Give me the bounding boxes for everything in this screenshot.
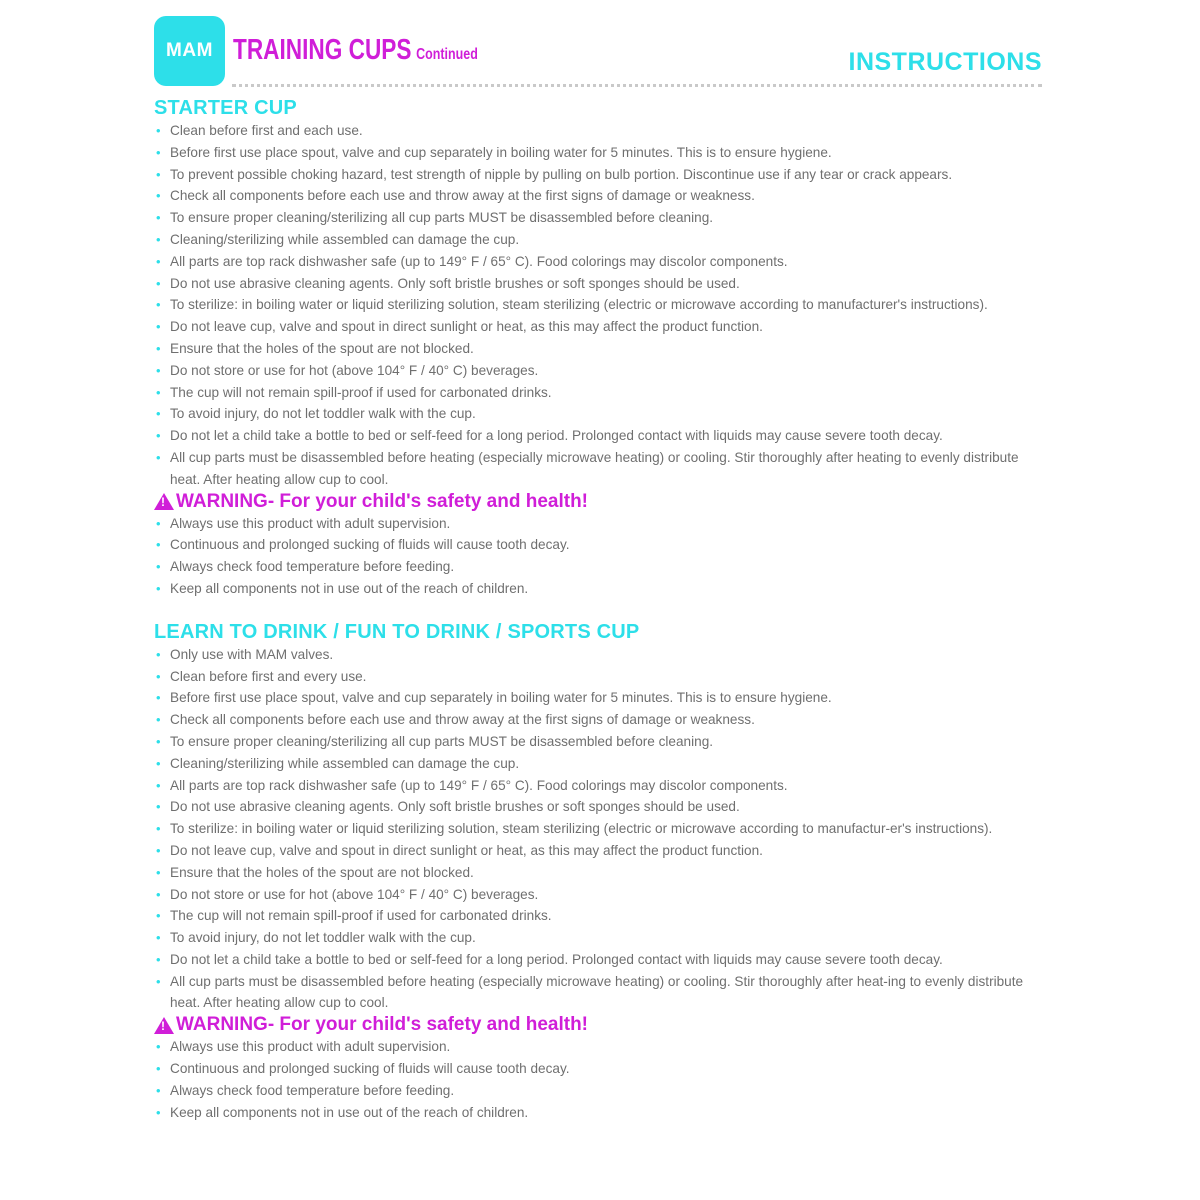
list-item-text: The cup will not remain spill-proof if used for carbonated drinks.	[170, 384, 552, 400]
list-item	[154, 142, 1044, 164]
warning-list	[154, 1036, 1044, 1123]
logo-text: MAM	[166, 40, 213, 61]
list-item-text: Do not let a child take a bottle to bed or self-feed for a long period. Prolonged contact with liquids may cause severe tooth decay.	[170, 951, 943, 967]
list-item	[154, 338, 1044, 360]
bullet-icon: •	[156, 406, 161, 422]
section-title: STARTER CUP	[154, 97, 297, 119]
warning-icon	[154, 493, 174, 510]
list-item-text: To ensure proper cleaning/sterilizing all cup parts MUST be disassembled before cleaning.	[170, 733, 714, 749]
bullet-icon: •	[156, 777, 161, 793]
list-item-text: All cup parts must be disassembled before heating (especially microwave heating) or cooling. Stir thoroughly after heating to evenly distribute heat. After heating allow cup to cool.	[170, 449, 1019, 487]
list-item-text: Cleaning/sterilizing while assembled can damage the cup.	[170, 231, 520, 247]
instruction-list	[154, 644, 1044, 1015]
list-item	[154, 1102, 1044, 1124]
warning-heading	[154, 491, 1044, 513]
list-item-text: Do not leave cup, valve and spout in direct sunlight or heat, as this may affect the product function.	[170, 319, 763, 335]
list-item-text: To avoid injury, do not let toddler walk with the cup.	[170, 930, 476, 946]
list-item-text: Continuous and prolonged sucking of fluids will cause tooth decay.	[170, 537, 570, 553]
list-item	[154, 316, 1044, 338]
bullet-icon: •	[156, 231, 161, 247]
bullet-icon: •	[156, 515, 161, 531]
list-item	[154, 425, 1044, 447]
page-title-suffix: Continued	[416, 46, 478, 63]
list-item	[154, 1080, 1044, 1102]
bullet-icon: •	[156, 930, 161, 946]
section-starter-cup	[154, 96, 1044, 600]
list-item	[154, 884, 1044, 906]
list-item	[154, 818, 1044, 840]
list-item-text: Clean before first and every use.	[170, 668, 367, 684]
list-item	[154, 403, 1044, 425]
bullet-icon: •	[156, 275, 161, 291]
list-item-text: Do not leave cup, valve and spout in direct sunlight or heat, as this may affect the product function.	[170, 842, 763, 858]
bullet-icon: •	[156, 384, 161, 400]
list-item-text: Always check food temperature before feeding.	[170, 1082, 455, 1098]
warning-heading	[154, 1014, 1044, 1036]
list-item-text: Check all components before each use and throw away at the first signs of damage or weakness.	[170, 712, 755, 728]
list-item	[154, 382, 1044, 404]
list-item-text: Continuous and prolonged sucking of fluids will cause tooth decay.	[170, 1061, 570, 1077]
list-item	[154, 709, 1044, 731]
list-item-text: Clean before first and each use.	[170, 123, 363, 138]
list-item	[154, 753, 1044, 775]
list-item-text: Ensure that the holes of the spout are not blocked.	[170, 864, 474, 880]
bullet-icon: •	[156, 733, 161, 749]
list-item	[154, 731, 1044, 753]
list-item	[154, 229, 1044, 251]
list-item	[154, 644, 1044, 666]
list-item	[154, 971, 1044, 1015]
list-item	[154, 251, 1044, 273]
list-item	[154, 1036, 1044, 1058]
list-item	[154, 949, 1044, 971]
list-item	[154, 294, 1044, 316]
mam-logo	[154, 16, 225, 86]
list-item	[154, 164, 1044, 186]
bullet-icon: •	[156, 1104, 161, 1120]
list-item	[154, 273, 1044, 295]
bullet-icon: •	[156, 297, 161, 313]
bullet-icon: •	[156, 755, 161, 771]
list-item-text: To prevent possible choking hazard, test strength of nipple by pulling on bulb portion. Discontinue use if any tear or crack appears.	[170, 166, 953, 182]
list-item	[154, 905, 1044, 927]
list-item	[154, 796, 1044, 818]
bullet-icon: •	[156, 123, 161, 138]
list-item-text: All cup parts must be disassembled before heating (especially microwave heating) or cooling. Stir thoroughly after heat-ing to evenly distribute heat. After heating allow cup to cool.	[170, 973, 1024, 1011]
list-item-text: Always use this product with adult supervision.	[170, 1039, 451, 1055]
bullet-icon: •	[156, 908, 161, 924]
list-item-text: The cup will not remain spill-proof if used for carbonated drinks.	[170, 908, 552, 924]
page-title-text: TRAINING CUPS	[233, 34, 412, 66]
list-item-text: All parts are top rack dishwasher safe (up to 149° F / 65° C). Food colorings may discolor components.	[170, 253, 788, 269]
bullet-icon: •	[156, 1082, 161, 1098]
list-item-text: Only use with MAM valves.	[170, 646, 334, 662]
list-item-text: Do not use abrasive cleaning agents. Only soft bristle brushes or soft sponges should be used.	[170, 799, 740, 815]
bullet-icon: •	[156, 821, 161, 837]
list-item	[154, 840, 1044, 862]
bullet-icon: •	[156, 1061, 161, 1077]
bullet-icon: •	[156, 646, 161, 662]
list-item-text: Do not let a child take a bottle to bed or self-feed for a long period. Prolonged contact with liquids may cause severe tooth decay.	[170, 428, 943, 444]
content	[154, 96, 1044, 1123]
list-item	[154, 447, 1044, 491]
bullet-icon: •	[156, 362, 161, 378]
warning-icon	[154, 1017, 174, 1034]
list-item-text: All parts are top rack dishwasher safe (up to 149° F / 65° C). Food colorings may discolor components.	[170, 777, 788, 793]
list-item-text: Do not use abrasive cleaning agents. Only soft bristle brushes or soft sponges should be used.	[170, 275, 740, 291]
bullet-icon: •	[156, 842, 161, 858]
list-item-text: To ensure proper cleaning/sterilizing all cup parts MUST be disassembled before cleaning.	[170, 210, 714, 226]
list-item-text: Do not store or use for hot (above 104° F / 40° C) beverages.	[170, 886, 539, 902]
page-title	[233, 34, 478, 67]
list-item	[154, 513, 1044, 535]
list-item-text: Keep all components not in use out of the reach of children.	[170, 580, 529, 596]
list-item-text: Cleaning/sterilizing while assembled can damage the cup.	[170, 755, 520, 771]
warning-text: WARNING- For your child's safety and health!	[176, 490, 589, 512]
dotted-divider	[232, 84, 1042, 87]
list-item	[154, 666, 1044, 688]
list-item	[154, 862, 1044, 884]
list-item-text: Always use this product with adult supervision.	[170, 515, 451, 531]
list-item	[154, 1058, 1044, 1080]
bullet-icon: •	[156, 690, 161, 706]
section-title: LEARN TO DRINK / FUN TO DRINK / SPORTS CUP	[154, 620, 640, 643]
list-item	[154, 578, 1044, 600]
list-item	[154, 775, 1044, 797]
warning-text: WARNING- For your child's safety and health!	[176, 1014, 589, 1036]
bullet-icon: •	[156, 144, 161, 160]
bullet-icon: •	[156, 319, 161, 335]
bullet-icon: •	[156, 559, 161, 575]
bullet-icon: •	[156, 668, 161, 684]
bullet-icon: •	[156, 188, 161, 204]
list-item-text: Do not store or use for hot (above 104° F / 40° C) beverages.	[170, 362, 539, 378]
instructions-heading: INSTRUCTIONS	[848, 48, 1042, 76]
bullet-icon: •	[156, 886, 161, 902]
bullet-icon: •	[156, 428, 161, 444]
bullet-icon: •	[156, 449, 161, 465]
list-item-text: To sterilize: in boiling water or liquid sterilizing solution, steam sterilizing (electric or microwave according to manufacturer's instructions).	[170, 297, 988, 313]
list-item-text: Before first use place spout, valve and cup separately in boiling water for 5 minutes. This is to ensure hygiene.	[170, 690, 832, 706]
list-item-text: To avoid injury, do not let toddler walk with the cup.	[170, 406, 476, 422]
list-item-text: Before first use place spout, valve and cup separately in boiling water for 5 minutes. This is to ensure hygiene.	[170, 144, 832, 160]
list-item-text: Check all components before each use and throw away at the first signs of damage or weakness.	[170, 188, 755, 204]
bullet-icon: •	[156, 864, 161, 880]
section-learn-to-drink	[154, 620, 1044, 1124]
list-item	[154, 556, 1044, 578]
list-item	[154, 927, 1044, 949]
list-item	[154, 185, 1044, 207]
instruction-list	[154, 120, 1044, 491]
list-item-text: Always check food temperature before feeding.	[170, 559, 455, 575]
list-item	[154, 207, 1044, 229]
list-item	[154, 120, 1044, 142]
bullet-icon: •	[156, 253, 161, 269]
list-item-text: Ensure that the holes of the spout are not blocked.	[170, 340, 474, 356]
bullet-icon: •	[156, 580, 161, 596]
warning-list	[154, 513, 1044, 600]
list-item	[154, 360, 1044, 382]
bullet-icon: •	[156, 799, 161, 815]
bullet-icon: •	[156, 973, 161, 989]
list-item-text: To sterilize: in boiling water or liquid sterilizing solution, steam sterilizing (electric or microwave according to manufactur-er's instructions).	[170, 821, 993, 837]
list-item	[154, 534, 1044, 556]
bullet-icon: •	[156, 537, 161, 553]
list-item	[154, 687, 1044, 709]
bullet-icon: •	[156, 166, 161, 182]
bullet-icon: •	[156, 1039, 161, 1055]
bullet-icon: •	[156, 340, 161, 356]
list-item-text: Keep all components not in use out of the reach of children.	[170, 1104, 529, 1120]
bullet-icon: •	[156, 712, 161, 728]
bullet-icon: •	[156, 951, 161, 967]
bullet-icon: •	[156, 210, 161, 226]
